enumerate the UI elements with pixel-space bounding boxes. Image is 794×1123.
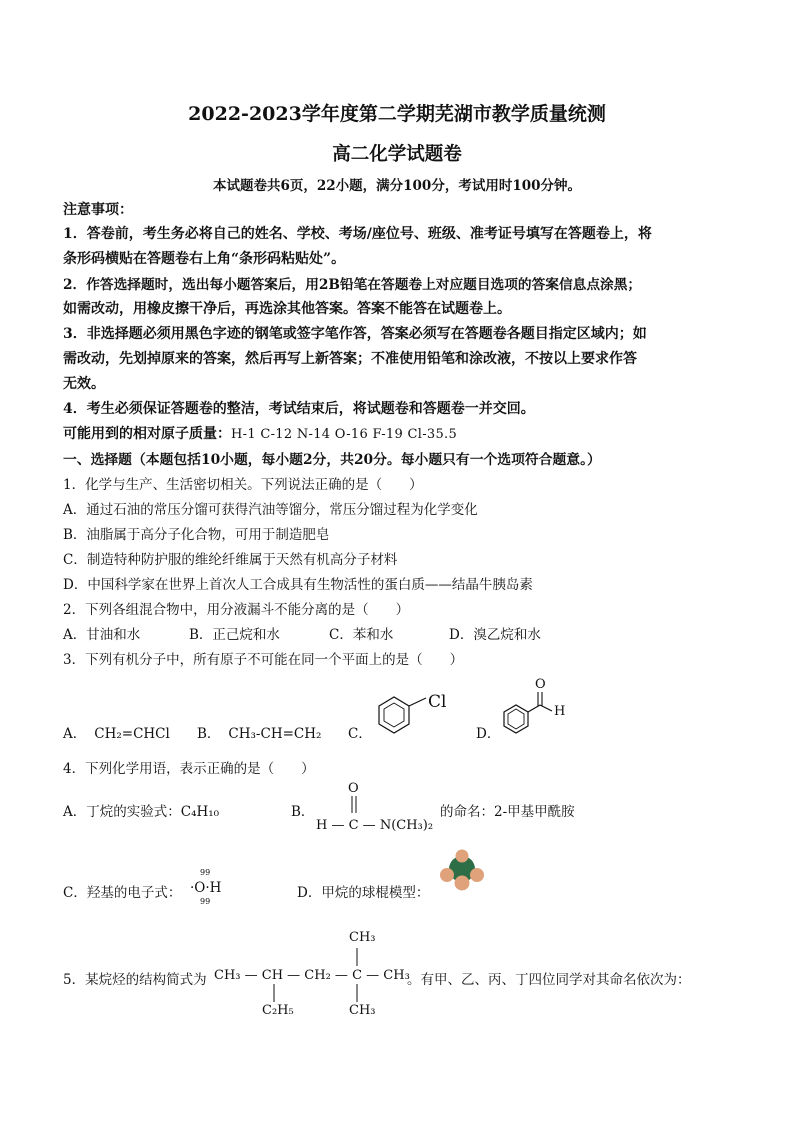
note-2-line-1: 2．作答选择题时，选出每小题答案后，用2B铅笔在答题卷上对应题目选项的答案信息点涂黑；: [63, 277, 642, 293]
section-heading: 一、选择题（本题包括10小题，每小题2分，共20分。每小题只有一个选项符合题意。）: [63, 452, 601, 468]
hydroxyl-electron-formula: ·O·H: [190, 880, 222, 896]
question-4-option-d-label: D．甲烷的球棍模型：: [297, 885, 430, 901]
question-3-option-b-formula: CH₃-CH=CH₂: [228, 726, 322, 742]
note-1-line-1: 1．答卷前，考生务必将自己的姓名、学校、考场/座位号、班级、准考证号填写在答题卷上，将: [63, 226, 652, 242]
atomic-masses-values: H-1 C-12 N-14 O-16 F-19 Cl-35.5: [231, 427, 458, 442]
question-4-option-a: A．丁烷的实验式：C₄H₁₀: [63, 804, 220, 820]
hydroxyl-dots-top: 99: [200, 868, 211, 877]
formamide-name: 的命名：2-甲基甲酰胺: [440, 804, 575, 820]
question-3-option-a-formula: CH₂=CHCl: [94, 726, 170, 742]
question-4-stem: 4．下列化学用语，表示正确的是（ ）: [63, 761, 315, 777]
question-4-option-c-label: C．羟基的电子式：: [63, 885, 182, 901]
atomic-masses-label: 可能用到的相对原子质量：: [63, 426, 231, 442]
chlorobenzene-cl-atom: Cl: [428, 692, 447, 712]
note-3-line-1: 3．非选择题必须用黑色字迹的钢笔或签字笔作答，答案必须写在答题卷各题目指定区域内；如: [63, 326, 647, 342]
question-2-option-c: C．苯和水: [329, 627, 394, 643]
question-2-option-d: D．溴乙烷和水: [449, 627, 541, 643]
alkane-top-substituent: CH₃: [349, 930, 376, 945]
question-2-option-a: A．甘油和水: [63, 627, 141, 643]
alkane-main-chain: CH₃ — CH — CH₂ — C — CH₃: [214, 968, 410, 983]
question-1-option-a: A．通过石油的常压分馏可获得汽油等馏分，常压分馏过程为化学变化: [63, 502, 478, 518]
notes-heading: 注意事项：: [63, 202, 133, 218]
note-3-line-2: 需改动，先划掉原来的答案，然后再写上新答案；不准使用铅笔和涂改液，不按以上要求作答: [63, 351, 637, 367]
formamide-o-atom: O: [348, 781, 359, 796]
formamide-chain: H — C — N(CH₃)₂: [316, 818, 434, 833]
question-3-option-c-label: C．: [348, 726, 372, 742]
hydroxyl-dots-bottom: 99: [200, 897, 211, 906]
question-1-stem: 1．化学与生产、生活密切相关。下列说法正确的是（ ）: [63, 477, 423, 493]
note-1-line-2: 条形码横贴在答题卷右上角“条形码粘贴处”。: [63, 251, 346, 267]
question-1-option-c: C．制造特种防护服的维纶纤维属于天然有机高分子材料: [63, 552, 398, 568]
question-3-option-a-label: A．: [63, 726, 87, 742]
note-2-line-2: 如需改动，用橡皮擦干净后，再选涂其他答案。答案不能答在试题卷上。: [63, 301, 511, 317]
note-4: 4．考生必须保证答题卷的整洁，考试结束后，将试题卷和答题卷一并交回。: [63, 401, 535, 417]
question-1-option-d: D．中国科学家在世界上首次人工合成具有生物活性的蛋白质——结晶牛胰岛素: [63, 577, 533, 593]
question-4-option-b-label: B．: [291, 804, 315, 820]
page-subtitle: 高二化学试题卷: [332, 144, 462, 165]
question-3-stem: 3．下列有机分子中，所有原子不可能在同一个平面上的是（ ）: [63, 652, 464, 668]
question-2-option-b: B．正己烷和水: [189, 627, 280, 643]
alkane-bottom-methyl: CH₃: [349, 1003, 376, 1018]
question-5-stem-prefix: 5．某烷烃的结构简式为: [63, 972, 207, 988]
question-1-option-b: B．油脂属于高分子化合物，可用于制造肥皂: [63, 527, 330, 543]
question-3-option-b-label: B．: [197, 726, 221, 742]
note-3-line-3: 无效。: [63, 376, 105, 392]
page-title: 2022-2023学年度第二学期芜湖市教学质量统测: [188, 103, 606, 125]
question-2-stem: 2．下列各组混合物中，用分液漏斗不能分离的是（ ）: [63, 602, 410, 618]
alkane-ethyl-substituent: C₂H₅: [262, 1003, 294, 1018]
question-5-stem-suffix: 。有甲、乙、丙、丁四位同学对其命名依次为：: [407, 972, 691, 988]
benzaldehyde-h-atom: H: [554, 704, 566, 719]
exam-info: 本试题卷共6页，22小题，满分100分，考试用时100分钟。: [212, 178, 582, 194]
benzaldehyde-o-atom: O: [535, 677, 546, 692]
question-3-option-d-label: D．: [476, 726, 501, 742]
